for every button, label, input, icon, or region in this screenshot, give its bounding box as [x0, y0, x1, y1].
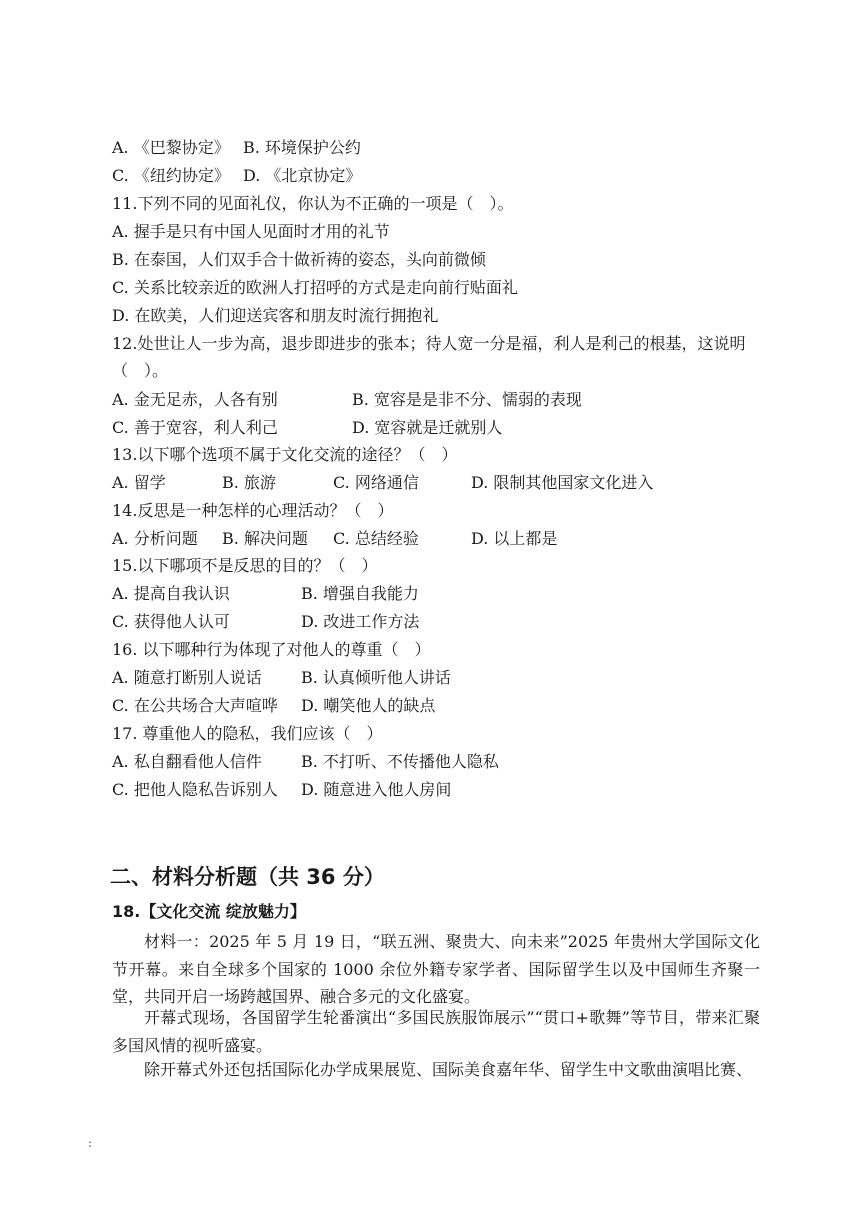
- q11-option-a: A. 握手是只有中国人见面时才用的礼节: [112, 222, 390, 241]
- q17-stem: 17. 尊重他人的隐私，我们应该（ ）: [112, 724, 383, 743]
- q16-stem: 16. 以下哪种行为体现了对他人的尊重（ ）: [112, 640, 431, 659]
- q18-material-paragraph-2: 开幕式现场，各国留学生轮番演出“多国民族服饰展示”“贯口+歌舞”等节目，带来汇聚多国风情的视听盛宴。: [112, 1008, 760, 1055]
- q12-option-a: A. 金无足赤，人各有别: [112, 390, 278, 409]
- q10-option-c: C. 《纽约协定》: [112, 166, 230, 185]
- margin-mark: :: [88, 1136, 93, 1150]
- q17-option-d: D. 随意进入他人房间: [301, 780, 452, 799]
- q14-option-a: A. 分析问题: [112, 529, 198, 548]
- q17-option-a: A. 私自翻看他人信件: [112, 752, 262, 771]
- q15-option-a: A. 提高自我认识: [112, 584, 230, 603]
- q12-option-b: B. 宽容是是非不分、懦弱的表现: [352, 390, 582, 409]
- q13-option-c: C. 网络通信: [333, 473, 419, 492]
- q11-stem: 11.下列不同的见面礼仪，你认为不正确的一项是（ ）。: [112, 194, 514, 213]
- q13-option-b: B. 旅游: [222, 473, 276, 492]
- q13-stem: 13.以下哪个选项不属于文化交流的途径？（ ）: [112, 445, 458, 464]
- q18-title: 18.【文化交流 绽放魅力】: [112, 902, 306, 921]
- q10-option-d: D. 《北京协定》: [243, 166, 362, 185]
- q12-stem-continued: （ ）。: [112, 361, 169, 380]
- q14-stem: 14.反思是一种怎样的心理活动？（ ）: [112, 501, 394, 520]
- q10-option-a: A. 《巴黎协定》: [112, 138, 230, 157]
- q12-option-d: D. 宽容就是迁就别人: [352, 418, 503, 437]
- q10-option-b: B. 环境保护公约: [243, 138, 361, 157]
- q15-option-b: B. 增强自我能力: [301, 584, 419, 603]
- q15-stem: 15.以下哪项不是反思的目的？（ ）: [112, 556, 378, 575]
- q16-option-d: D. 嘲笑他人的缺点: [301, 696, 436, 715]
- q15-option-d: D. 改进工作方法: [301, 612, 420, 631]
- q18-material-paragraph-3: 除开幕式外还包括国际化办学成果展览、国际美食嘉年华、留学生中文歌曲演唱比赛、: [144, 1060, 753, 1079]
- q16-option-b: B. 认真倾听他人讲话: [301, 668, 451, 687]
- q15-option-c: C. 获得他人认可: [112, 612, 230, 631]
- q17-option-c: C. 把他人隐私告诉别人: [112, 780, 278, 799]
- q16-option-a: A. 随意打断别人说话: [112, 668, 262, 687]
- q14-option-d: D. 以上都是: [471, 529, 558, 548]
- q17-option-b: B. 不打听、不传播他人隐私: [301, 752, 499, 771]
- q12-stem: 12.处世让人一步为高，退步即进步的张本；待人宽一分是福，利人是利己的根基，这说明: [112, 334, 746, 353]
- q18-material-paragraph-1: 材料一：2025 年 5 月 19 日，“联五洲、聚贵大、向未来”2025 年贵州大学国际文化节开幕。来自全球多个国家的 1000 余位外籍专家学者、国际留学生以及中国师生齐聚一堂，共同开启一场跨越国界、融合多元的文化盛宴。: [112, 932, 760, 1006]
- q13-option-a: A. 留学: [112, 473, 166, 492]
- q16-option-c: C. 在公共场合大声喧哗: [112, 696, 278, 715]
- q13-option-d: D. 限制其他国家文化进入: [471, 473, 654, 492]
- q14-option-b: B. 解决问题: [222, 529, 308, 548]
- q11-option-b: B. 在泰国，人们双手合十做祈祷的姿态，头向前微倾: [112, 250, 486, 269]
- q14-option-c: C. 总结经验: [333, 529, 419, 548]
- q11-option-c: C. 关系比较亲近的欧洲人打招呼的方式是走向前行贴面礼: [112, 278, 518, 297]
- section-heading: 二、材料分析题（共 36 分）: [110, 865, 385, 889]
- q11-option-d: D. 在欧美，人们迎送宾客和朋友时流行拥抱礼: [112, 306, 439, 325]
- q12-option-c: C. 善于宽容，利人利己: [112, 418, 278, 437]
